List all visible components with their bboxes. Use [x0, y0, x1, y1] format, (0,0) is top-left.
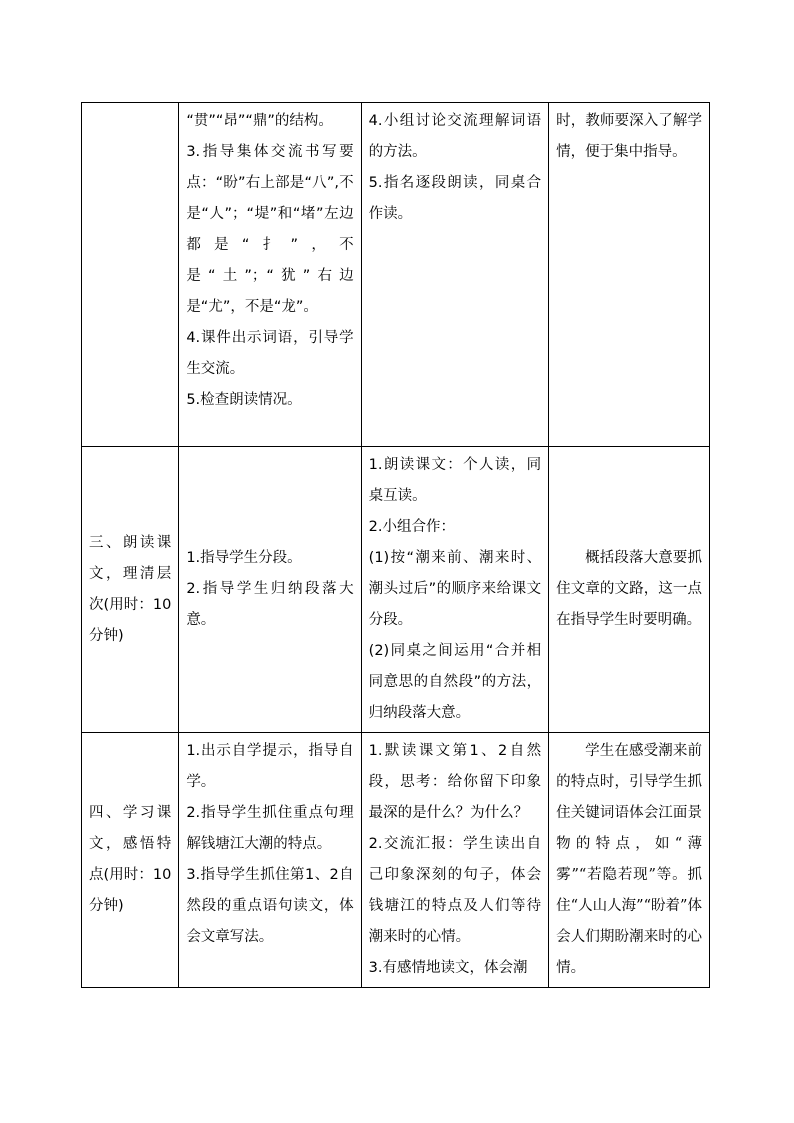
stage-cell	[82, 103, 179, 447]
table-row	[82, 103, 710, 447]
stage-title: 四、学习课文，感悟特点(用时：10分钟)	[89, 805, 172, 914]
teacher-item: “贯”“昂”“鼎”的结构。	[186, 113, 333, 129]
design-note: 学生在感受潮来前的特点时，引导学生抓住关键词语体会江面景物的特点，如“薄雾”“若隐若现”等。抓住“人山人海”“盼着”体会人们期盼潮来时的心情。	[556, 743, 702, 976]
student-activity-cell	[361, 103, 548, 447]
teacher-item: 3.指导集体交流书写要点：“盼”右上部是“八”,不是“人”；“堤”和“堵”左边都是“扌”，不是“土”；“犹”右边是“尤”，不是“龙”。	[186, 144, 354, 315]
teacher-item: 3.指导学生抓住第1、2自然段的重点语句读文，体会文章写法。	[186, 867, 354, 945]
teacher-item: 5.检查朗读情况。	[186, 392, 302, 408]
student-item: (2)同桌之间运用“合并相同意思的自然段”的方法，归纳段落大意。	[368, 643, 542, 721]
student-item: 1.默读课文第1、2自然段，思考：给你留下印象最深的是什么？为什么？	[368, 743, 542, 821]
design-note-cell	[549, 733, 710, 988]
teacher-item: 4.课件出示词语，引导学生交流。	[186, 330, 354, 377]
student-item: 2.小组合作：	[368, 519, 455, 535]
student-activity-cell	[361, 447, 548, 733]
student-item: 3.有感情地读文，体会潮	[368, 960, 528, 976]
teacher-activity-cell	[179, 103, 361, 447]
student-item: 1.朗读课文：个人读，同桌互读。	[368, 457, 542, 504]
teacher-item: 2.指导学生抓住重点句理解钱塘江大潮的特点。	[186, 805, 354, 852]
teacher-activity-cell	[179, 447, 361, 733]
stage-cell	[82, 733, 179, 988]
design-note-cell	[549, 447, 710, 733]
student-item: 4.小组讨论交流理解词语的方法。	[368, 113, 542, 160]
teacher-item: 1.指导学生分段。	[186, 550, 302, 566]
student-item: (1)按“潮来前、潮来时、潮头过后”的顺序来给课文分段。	[368, 550, 542, 628]
design-note: 时，教师要深入了解学情，便于集中指导。	[556, 113, 702, 160]
student-item: 2.交流汇报：学生读出自己印象深刻的句子，体会钱塘江的特点及人们等待潮来时的心情。	[368, 836, 542, 945]
table-row	[82, 733, 710, 988]
student-item: 5.指名逐段朗读，同桌合作读。	[368, 175, 542, 222]
lesson-plan-table	[81, 102, 710, 988]
stage-cell	[82, 447, 179, 733]
design-note-cell	[549, 103, 710, 447]
table-row	[82, 447, 710, 733]
student-activity-cell	[361, 733, 548, 988]
teacher-activity-cell	[179, 733, 361, 988]
stage-title: 三、朗读课文，理清层次(用时：10分钟)	[89, 534, 172, 644]
design-note: 概括段落大意要抓住文章的文路，这一点在指导学生时要明确。	[556, 550, 702, 628]
teacher-item: 2.指导学生归纳段落大意。	[186, 581, 354, 628]
teacher-item: 1.出示自学提示，指导自学。	[186, 743, 354, 790]
